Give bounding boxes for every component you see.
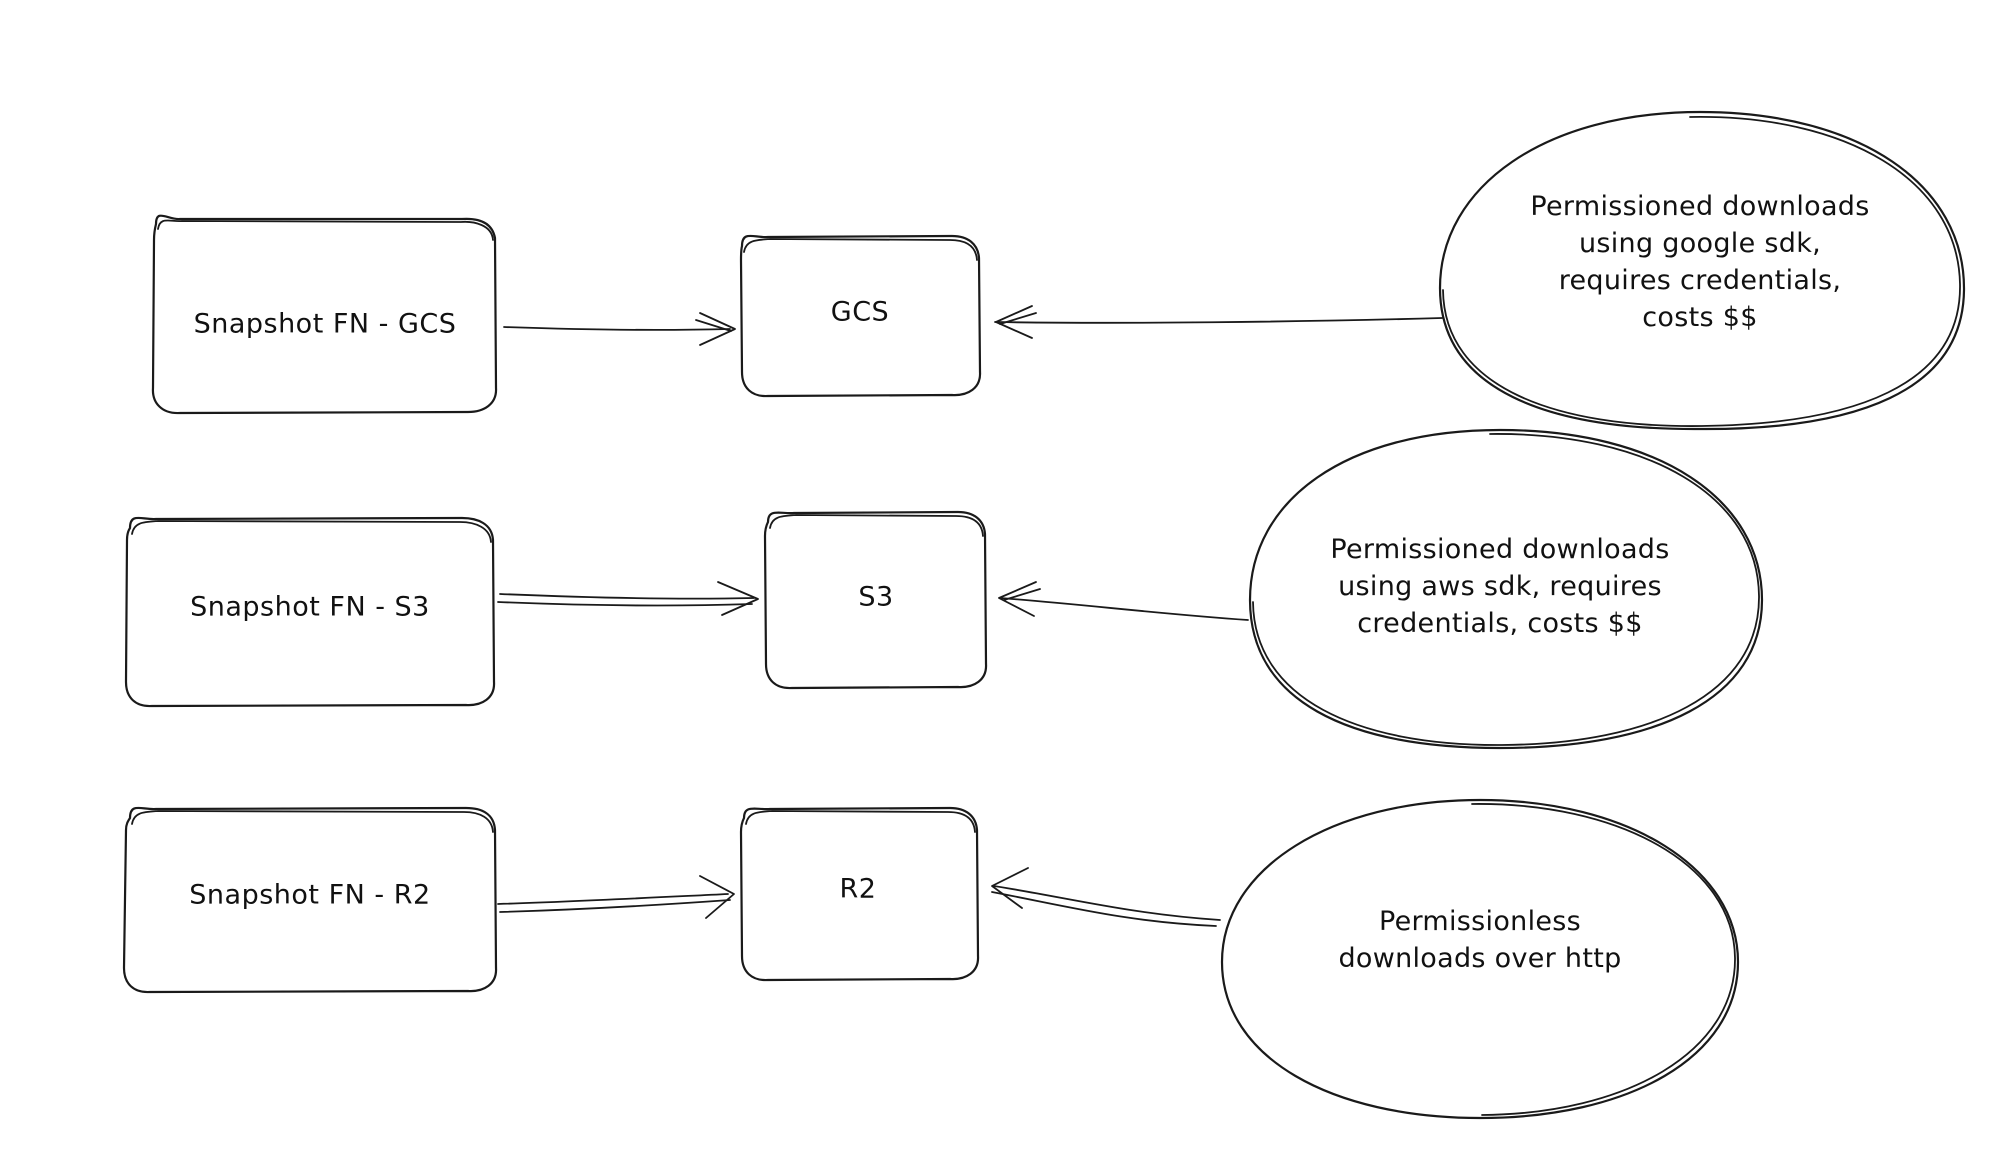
node-gcs[interactable] [741, 236, 980, 396]
note-s3-line-2: using aws sdk, requires [1338, 571, 1662, 602]
node-snapshot-fn-gcs[interactable] [153, 216, 496, 413]
note-s3-line-3: credentials, costs $$ [1357, 608, 1643, 639]
note-gcs-line-2: using google sdk, [1578, 228, 1822, 259]
node-note-gcs[interactable] [1440, 112, 1964, 429]
node-label-snapshot-fn-s3: Snapshot FN - S3 [190, 591, 430, 623]
note-r2-line-2: downloads over http [1338, 943, 1622, 974]
node-s3[interactable] [765, 512, 986, 688]
node-r2[interactable] [741, 808, 978, 980]
edge-note-s3-to-s3 [999, 582, 1248, 620]
edge-note-r2-to-r2 [992, 868, 1220, 926]
node-note-s3[interactable] [1250, 430, 1762, 748]
note-r2-line-1: Permissionless [1378, 906, 1582, 937]
node-snapshot-fn-s3[interactable] [126, 518, 494, 706]
edge-note-gcs-to-gcs [995, 306, 1442, 338]
node-label-snapshot-fn-r2: Snapshot FN - R2 [189, 879, 431, 911]
node-note-r2[interactable] [1222, 800, 1738, 1118]
node-label-gcs: GCS [830, 296, 890, 328]
node-label-snapshot-fn-gcs: Snapshot FN - GCS [193, 308, 457, 340]
note-gcs-line-1: Permissioned downloads [1530, 191, 1870, 222]
node-snapshot-fn-r2[interactable] [124, 808, 496, 992]
node-label-s3: S3 [858, 581, 894, 613]
note-gcs-line-3: requires credentials, [1558, 265, 1842, 296]
edge-snapshot-r2-to-r2 [498, 876, 734, 918]
note-gcs-line-4: costs $$ [1642, 302, 1758, 333]
node-label-r2: R2 [839, 873, 877, 905]
note-s3-line-1: Permissioned downloads [1330, 534, 1670, 565]
edge-snapshot-s3-to-s3 [498, 582, 758, 615]
edge-snapshot-gcs-to-gcs [504, 313, 735, 345]
